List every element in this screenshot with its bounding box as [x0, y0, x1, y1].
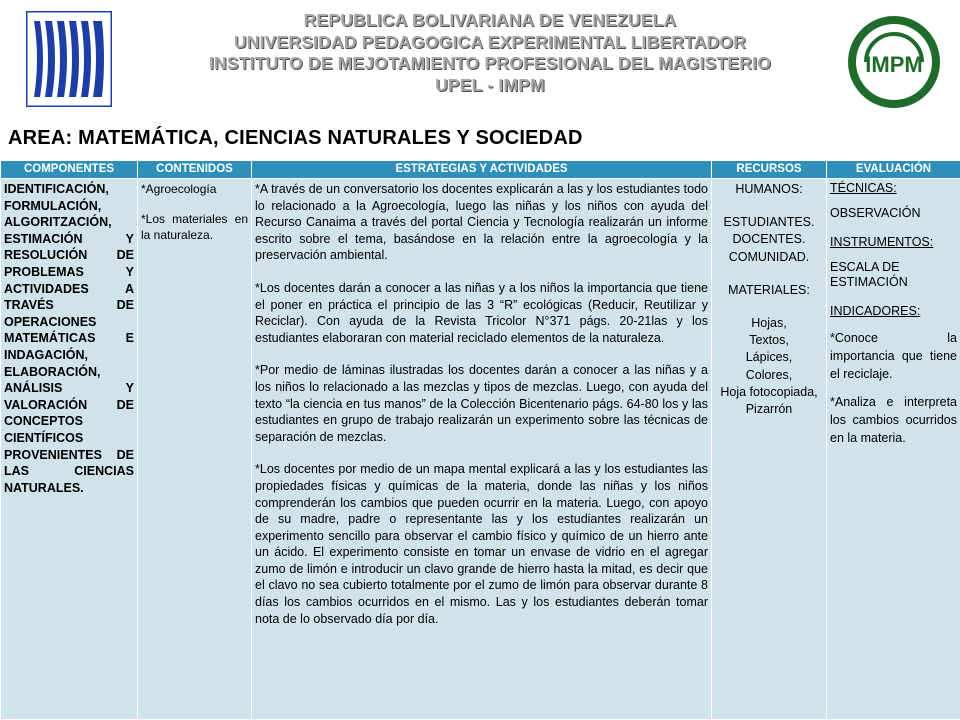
header-line-2: UNIVERSIDAD PEDAGOGICA EXPERIMENTAL LIBERTADOR [233, 31, 747, 52]
header-line-4: UPEL - IMPM [435, 74, 545, 95]
recurso-material: Hoja fotocopiada, [720, 384, 818, 399]
recurso-humano: DOCENTES. [732, 232, 806, 247]
impm-logo [846, 14, 942, 110]
header-componentes: COMPONENTES [1, 161, 138, 179]
contenido-item: *Los materiales en la naturaleza. [141, 212, 248, 242]
upel-logo [26, 11, 112, 107]
estrategia-paragraph: *Los docentes darán a conocer a las niñas y a los niños la importancia que tiene el poner en práctica el principio de las 3 “R” ecológicas (Reducir, Reutilizar y Reciclar). Con ayuda de la Revista Tricolor N°371 págs. 20-21las y los estudiantes elaboraran con material reciclado elementos de la naturaleza. [255, 280, 708, 345]
tecnicas-label: TÉCNICAS: [830, 181, 897, 195]
impm-logo-text: IMPM [865, 52, 923, 77]
indicador-item: *Analiza e interpreta los cambios ocurridos en la materia. [830, 395, 957, 445]
recursos-cell [712, 179, 827, 720]
table-row [1, 179, 960, 720]
institution-header [120, 10, 860, 96]
estrategia-paragraph: *Los docentes por medio de un mapa mental explicará a las y los estudiantes las propiedades físicas y químicas de la materia, donde las niñas y los niños comprenderán los cambios que pueden ocurrir en la materia. Luego, con apoyo de su madre, padre o representante las y los estudiantes realizarán un experimento sencillo para observar el cambio físico y químico de un hierro ante un ácido. El experimento consiste en tomar un envase de vidrio en el agregar zumo de limón e introducir un clavo grande de hierro hasta la mitad, es decir que el clavo no sea cubierto totalmente por el zumo de limón para observar durante 8 días los cambios ocurridos en el mismo. Las y los estudiantes deberán tomar nota de lo observado día por día. [255, 462, 708, 626]
contenido-item: *Agroecología [141, 182, 217, 196]
evaluacion-cell [827, 179, 960, 720]
lesson-plan-table [0, 160, 960, 720]
estrategias-cell [252, 179, 712, 720]
componentes-cell: IDENTIFICACIÓN, FORMULACIÓN, ALGORITZACIÓN, ESTIMACIÓN Y RESOLUCIÓN DE PROBLEMAS Y ACTIVIDADES A TRAVÉS DE OPERACIONES MATEMÁTICAS E INDAGACIÓN, ELABORACIÓN, ANÁLISIS Y VALORACIÓN DE CONCEPTOS CIENTÍFICOS PROVENIENTES DE LAS CIENCIAS NATURALES. [1, 179, 138, 720]
contenidos-cell [138, 179, 252, 720]
recurso-material: Lápices, [745, 350, 793, 365]
recurso-humano: COMUNIDAD. [728, 249, 810, 264]
estrategia-paragraph: *A través de un conversatorio los docentes explicarán a las y los estudiantes todo lo relacionado a la Agroecología, luego las niñas y los niños con ayuda del Recurso Canaima a través del portal Ciencia y Tecnología realizarán un informe escrito sobre el tema, basándose en la relación entre la agroecología y la preservación ambiental. [255, 182, 708, 263]
header-contenidos: CONTENIDOS [138, 161, 252, 179]
recurso-material: Hojas, [751, 316, 787, 331]
header-evaluacion: EVALUACIÓN [827, 161, 960, 179]
indicadores-label: INDICADORES: [830, 304, 921, 318]
instrumentos-label: INSTRUMENTOS: [830, 235, 934, 249]
estrategia-paragraph: *Por medio de láminas ilustradas los docentes darán a conocer a las niñas y a los niños lo relacionado a las mezclas y tipos de mezclas. Luego, con ayuda del texto “la ciencia en tus manos” de la Colección Bicentenario págs. 64-80 los y las estudiantes en grupo de trabajo realizarán un experimento sobre las técnicas de separación de mezclas. [255, 363, 708, 444]
tecnica-value: OBSERVACIÓN [830, 206, 921, 220]
header-line-3: INSTITUTO DE MEJOTAMIENTO PROFESIONAL DEL MAGISTERIO [208, 53, 772, 73]
indicador-item: *Conoce la importancia que tiene el reciclaje. [830, 331, 957, 381]
recurso-humano: ESTUDIANTES. [723, 215, 815, 230]
area-title: AREA: MATEMÁTICA, CIENCIAS NATURALES Y SOCIEDAD [8, 127, 583, 149]
recurso-material: Textos, [749, 333, 789, 348]
header-line-1: REPUBLICA BOLIVARIANA DE VENEZUELA [303, 10, 677, 30]
materiales-label: MATERIALES: [728, 282, 810, 297]
humanos-label: HUMANOS: [735, 182, 803, 196]
table-header-row [1, 161, 960, 179]
recurso-material: Pizarrón [745, 402, 793, 417]
instrumento-value: ESCALA DE ESTIMACIÓN [830, 260, 908, 289]
recurso-material: Colores, [745, 367, 793, 382]
header-estrategias: ESTRATEGIAS Y ACTIVIDADES [252, 161, 712, 179]
header-recursos: RECURSOS [712, 161, 827, 179]
